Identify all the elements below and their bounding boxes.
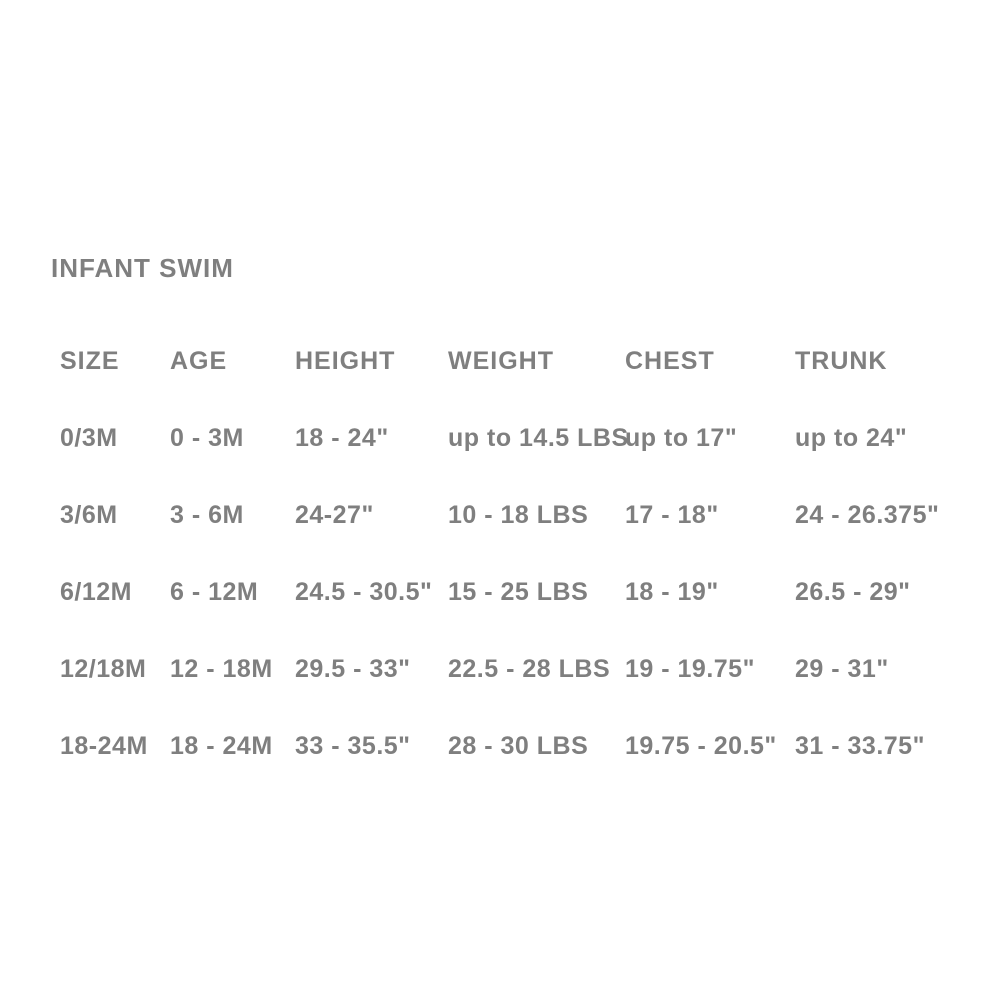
table-cell: 29.5 - 33" bbox=[295, 655, 411, 683]
column-header-age: AGE bbox=[170, 347, 228, 375]
table-cell: 10 - 18 LBS bbox=[448, 501, 589, 529]
table-row bbox=[60, 554, 1000, 631]
table-cell: 18 - 19" bbox=[625, 578, 719, 606]
table-cell: 6/12M bbox=[60, 578, 132, 606]
table-cell: 24-27" bbox=[295, 501, 374, 529]
table-cell: 26.5 - 29" bbox=[795, 578, 911, 606]
table-cell: 19 - 19.75" bbox=[625, 655, 755, 683]
table-cell: 18-24M bbox=[60, 732, 148, 760]
table-cell: 6 - 12M bbox=[170, 578, 259, 606]
column-header-size: SIZE bbox=[60, 347, 120, 375]
table-cell: 33 - 35.5" bbox=[295, 732, 411, 760]
table-row bbox=[60, 708, 1000, 785]
table-cell: 24.5 - 30.5" bbox=[295, 578, 433, 606]
page-title: INFANT SWIM bbox=[51, 253, 234, 283]
table-cell: 0/3M bbox=[60, 424, 118, 452]
table-row bbox=[60, 631, 1000, 708]
table-cell: up to 14.5 LBS bbox=[448, 424, 629, 452]
table-cell: 3/6M bbox=[60, 501, 118, 529]
table-row bbox=[60, 477, 1000, 554]
table-cell: 18 - 24" bbox=[295, 424, 389, 452]
table-cell: up to 17" bbox=[625, 424, 738, 452]
table-cell: up to 24" bbox=[795, 424, 908, 452]
table-cell: 24 - 26.375" bbox=[795, 501, 940, 529]
table-cell: 15 - 25 LBS bbox=[448, 578, 589, 606]
table-cell: 28 - 30 LBS bbox=[448, 732, 589, 760]
size-chart-table bbox=[0, 323, 1000, 785]
table-cell: 0 - 3M bbox=[170, 424, 244, 452]
table-body bbox=[60, 400, 1000, 785]
table-header-row bbox=[60, 323, 1000, 400]
table-cell: 22.5 - 28 LBS bbox=[448, 655, 611, 683]
column-header-weight: WEIGHT bbox=[448, 347, 554, 375]
column-header-trunk: TRUNK bbox=[795, 347, 888, 375]
table-cell: 31 - 33.75" bbox=[795, 732, 925, 760]
table-cell: 29 - 31" bbox=[795, 655, 889, 683]
column-header-chest: CHEST bbox=[625, 347, 715, 375]
table-row bbox=[60, 400, 1000, 477]
table-cell: 12/18M bbox=[60, 655, 147, 683]
table-cell: 18 - 24M bbox=[170, 732, 273, 760]
table-cell: 17 - 18" bbox=[625, 501, 719, 529]
column-header-height: HEIGHT bbox=[295, 347, 396, 375]
table-cell: 3 - 6M bbox=[170, 501, 244, 529]
table-cell: 19.75 - 20.5" bbox=[625, 732, 777, 760]
table-cell: 12 - 18M bbox=[170, 655, 273, 683]
